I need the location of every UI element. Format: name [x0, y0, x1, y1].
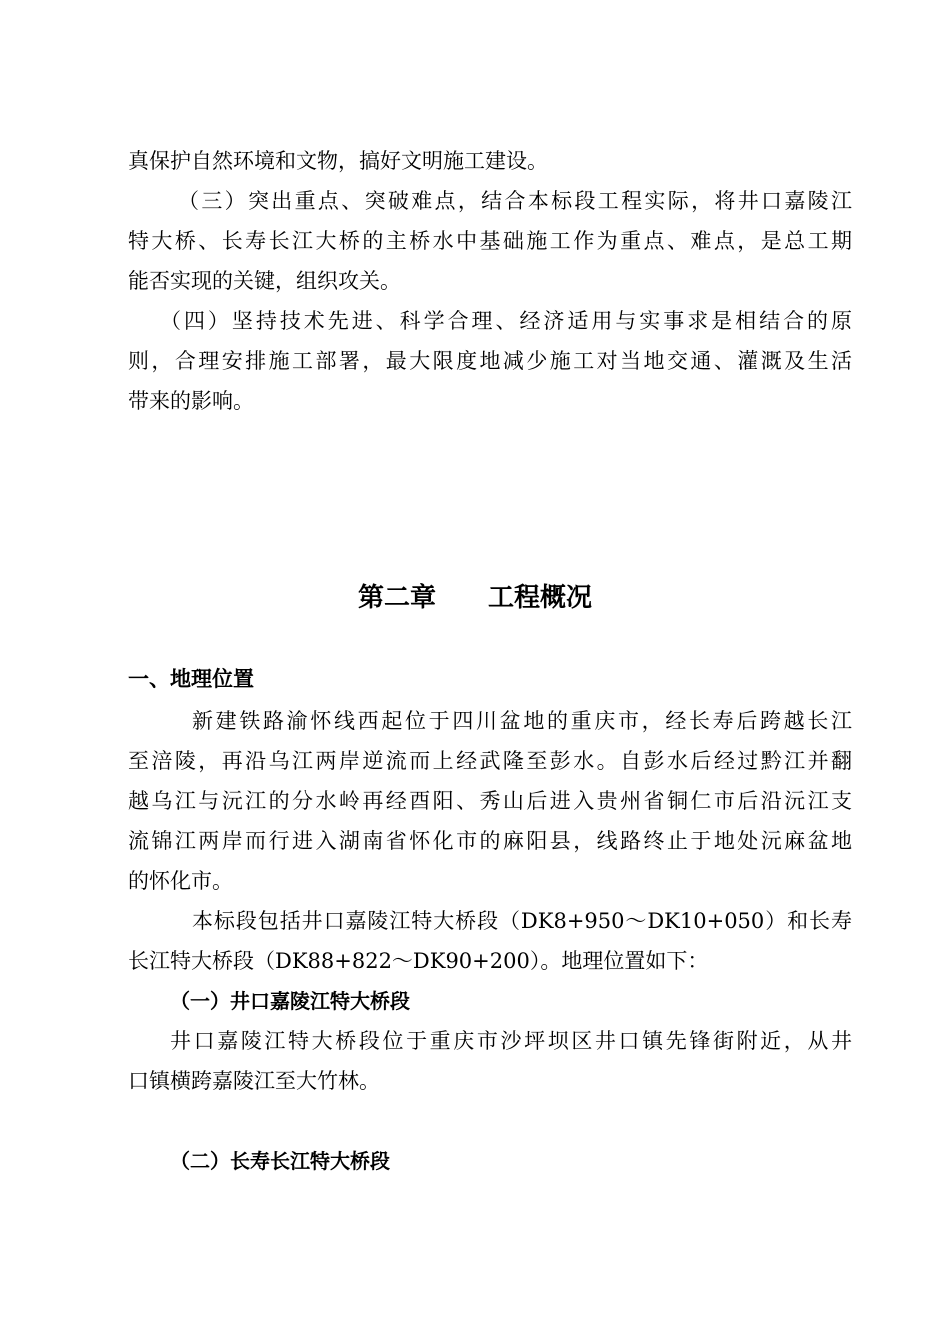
chapter-title: 第二章 工程概况: [357, 583, 592, 613]
paragraph-line: 本标段包括井口嘉陵江特大桥段（DK8+950～DK10+050）和长寿: [192, 909, 852, 933]
paragraph-line: 越乌江与沅江的分水岭再经酉阳、秀山后进入贵州省铜仁市后沿沅江支: [128, 789, 852, 813]
paragraph-line: （四）坚持技术先进、科学合理、经济适用与实事求是相结合的原: [160, 309, 852, 333]
paragraph-line: 口镇横跨嘉陵江至大竹林。: [128, 1069, 380, 1093]
paragraph-line: 流锦江两岸而行进入湖南省怀化市的麻阳县，线路终止于地处沅麻盆地: [128, 829, 852, 853]
paragraph-line: 能否实现的关键，组织攻关。: [128, 269, 401, 293]
paragraph-line: 至涪陵，再沿乌江两岸逆流而上经武隆至彭水。自彭水后经过黔江并翻: [128, 749, 852, 773]
subsection-heading: （二）长寿长江特大桥段: [170, 1149, 390, 1173]
paragraph-line: 新建铁路渝怀线西起位于四川盆地的重庆市，经长寿后跨越长江: [192, 709, 852, 733]
paragraph-line: 带来的影响。: [128, 389, 254, 413]
section-heading: 一、地理位置: [128, 667, 254, 691]
subsection-heading: （一）井口嘉陵江特大桥段: [170, 989, 410, 1013]
paragraph-line: 特大桥、长寿长江大桥的主桥水中基础施工作为重点、难点，是总工期: [128, 229, 852, 253]
paragraph-line: 真保护自然环境和文物，搞好文明施工建设。: [128, 149, 548, 173]
paragraph-line: 井口嘉陵江特大桥段位于重庆市沙坪坝区井口镇先锋街附近，从井: [170, 1029, 852, 1053]
paragraph-line: 长江特大桥段（DK88+822～DK90+200）。地理位置如下：: [128, 949, 709, 973]
paragraph-line: （三）突出重点、突破难点，结合本标段工程实际，将井口嘉陵江: [178, 189, 852, 213]
paragraph-line: 则，合理安排施工部署，最大限度地减少施工对当地交通、灌溉及生活: [128, 349, 852, 373]
paragraph-line: 的怀化市。: [128, 869, 233, 893]
